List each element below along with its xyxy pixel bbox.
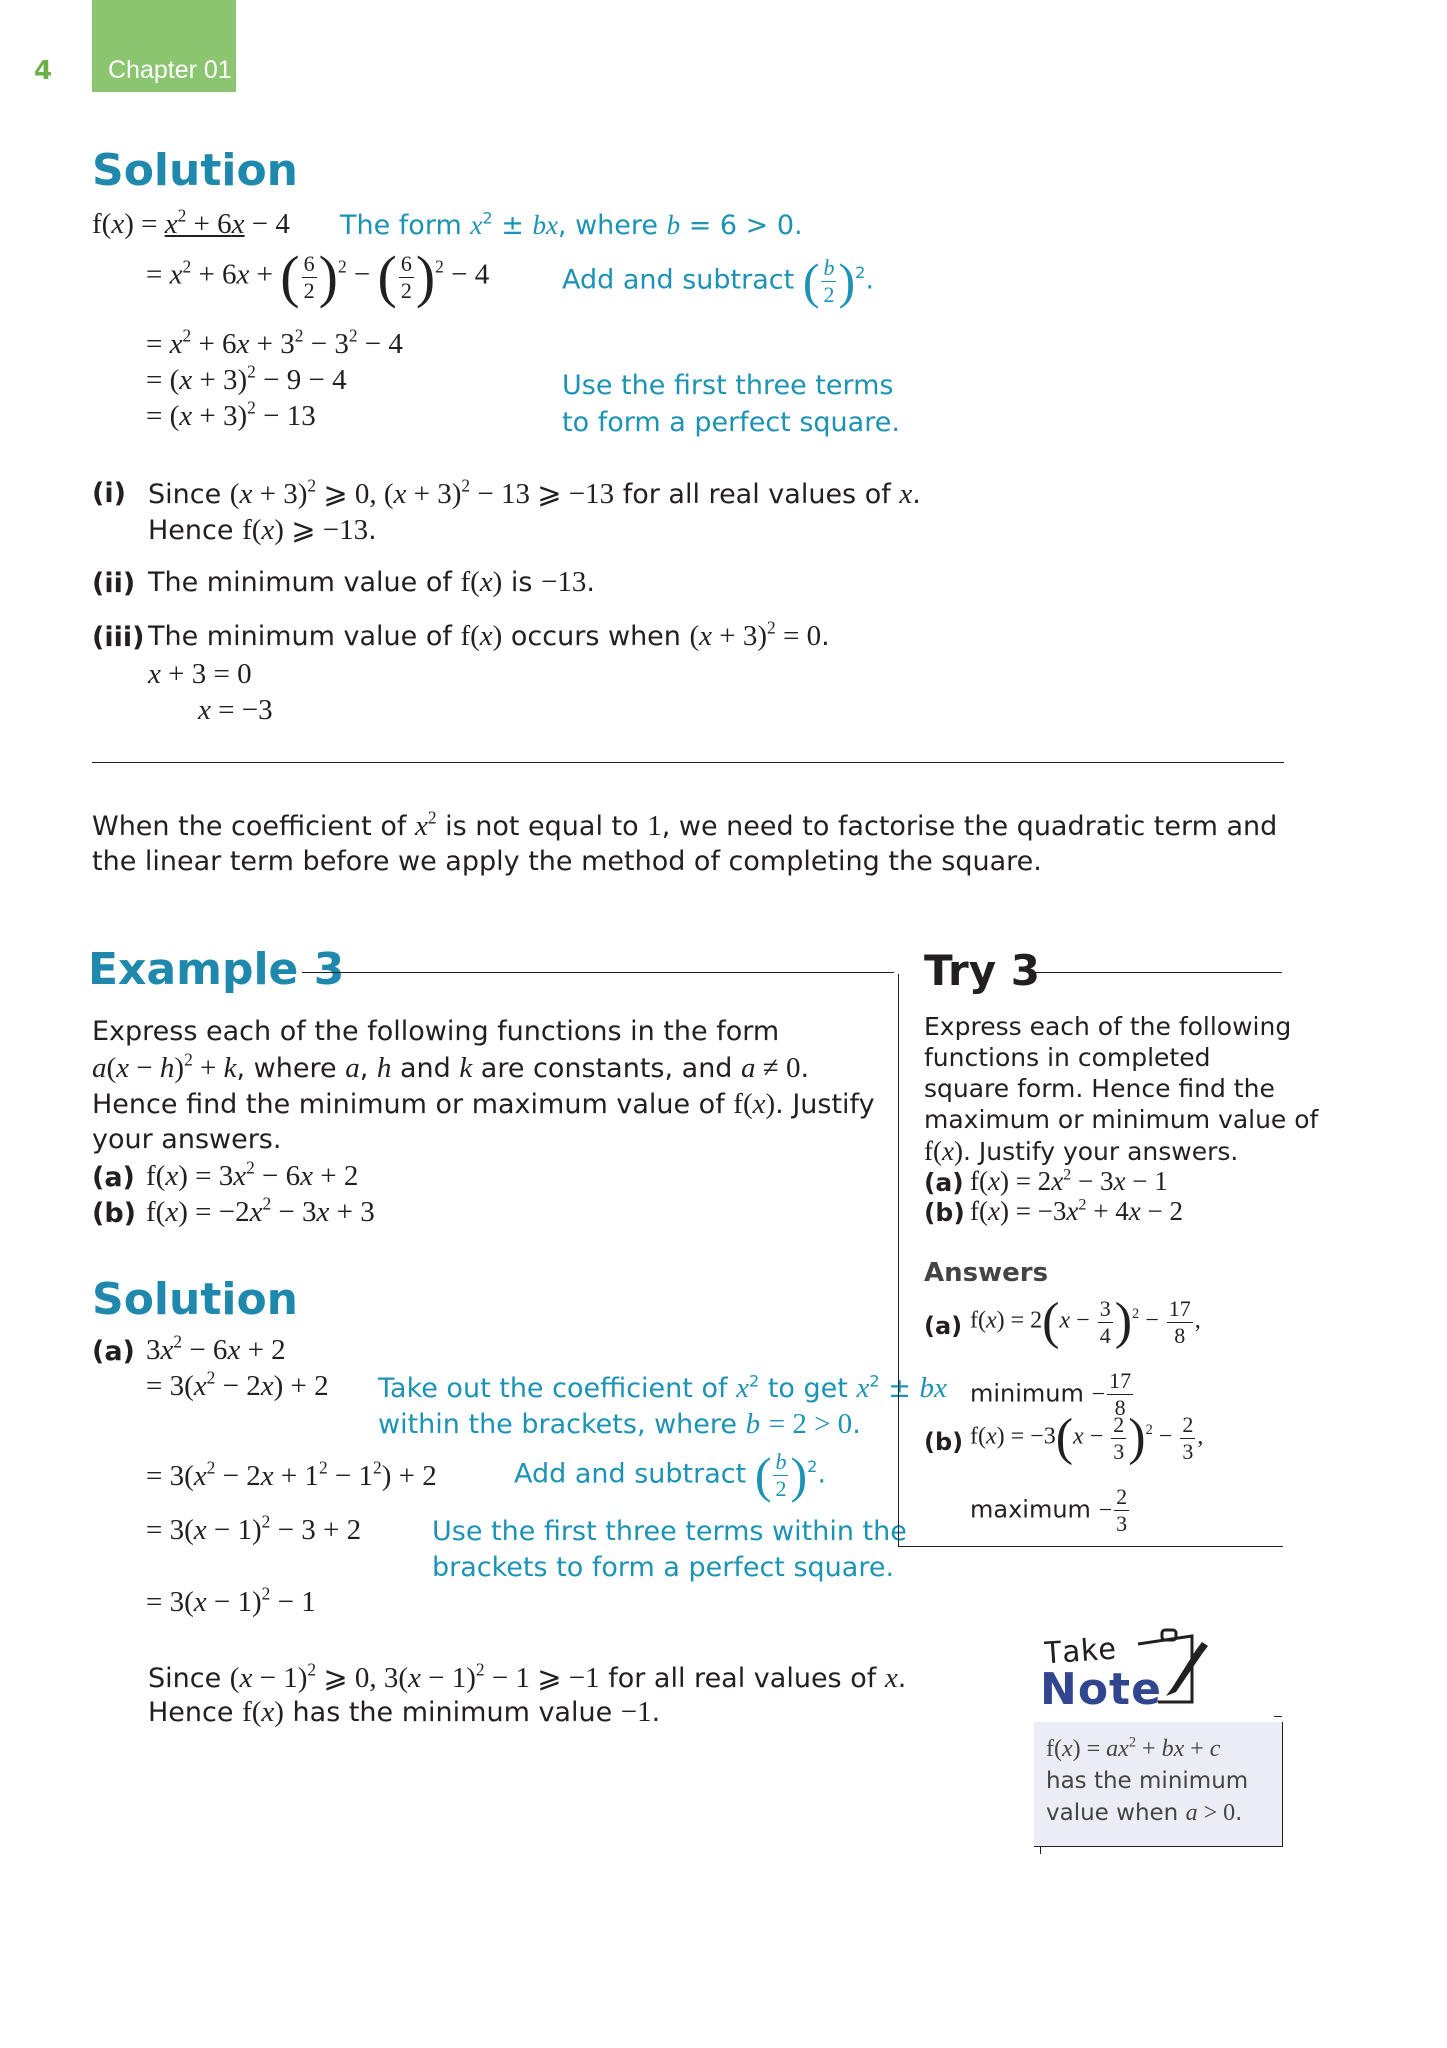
example-a-label: (a) <box>92 1162 135 1193</box>
try-q-line-3: square form. Hence find the <box>924 1074 1275 1103</box>
try-b-func: $f(x) = -3x^2 + 4x - 2$ <box>970 1195 1183 1226</box>
page-number: 4 <box>34 56 53 86</box>
example-b-label: (b) <box>92 1198 137 1229</box>
note-first-three: Use the first three terms <box>562 370 894 401</box>
intro-line-1: When the coefficient of $x^2$ is not equal to 1, we need to factorise the quadratic term and <box>92 807 1278 842</box>
example-q-line-3: Hence find the minimum or maximum value of f(x). Justify <box>92 1088 875 1120</box>
solution-heading: Solution <box>92 145 298 196</box>
take-note-line-3: value when a > 0. <box>1046 1800 1243 1826</box>
example-q-line-4: your answers. <box>92 1124 282 1155</box>
note-add-subtract: Add and subtract ( $\frac{b}{2}$ )$^2$. <box>562 253 875 309</box>
solution-2-line-5: = $3(x - 1)^2 - 1$ <box>146 1583 316 1618</box>
take-note-line-1: $f(x) = ax^2$ + bx + c <box>1046 1734 1221 1762</box>
try-b-label: (b) <box>924 1198 965 1227</box>
example-3-heading: Example 3 <box>88 944 345 995</box>
answer-b-expr: f(x) = −3(x − $\frac{2}{3}$ )$^2$ − $\frac{2}{3}$ , <box>970 1409 1204 1466</box>
try-q-line-4: maximum or minimum value of <box>924 1105 1319 1134</box>
answer-a-expr: f(x) = 2(x − $\frac{3}{4}$ )$^2$ − $\frac{17}{8}$ , <box>970 1293 1201 1350</box>
solution-2-a-label: (a) <box>92 1336 135 1367</box>
part-iii-text: The minimum value of f(x) occurs when $(x + 3)^2 = 0$. <box>148 617 830 652</box>
try-a-label: (a) <box>924 1168 964 1197</box>
intro-line-2: the linear term before we apply the method of completing the square. <box>92 846 1042 877</box>
part-ii-label: (ii) <box>92 568 136 599</box>
solution-2-line-3: = $3(x^2 - 2x + 1^2 - 1^2) + 2$ <box>146 1457 437 1492</box>
part-i-label: (i) <box>92 478 126 509</box>
note-perfect-square-2: brackets to form a perfect square. <box>432 1552 895 1583</box>
example-3-rule <box>302 972 894 973</box>
part-iii-label: (iii) <box>92 622 145 653</box>
take-note-box-tick-bottom <box>1040 1846 1041 1854</box>
conclusion-line-2: Hence f(x) has the minimum value −1. <box>148 1696 661 1728</box>
conclusion-line-1: Since $(x - 1)^2$ ⩾ 0, $3(x - 1)^2 - 1$ ⩾ −1 for all real values of x. <box>148 1659 907 1694</box>
example-a-func: $f(x) = 3x^2 - 6x + 2$ <box>146 1157 359 1192</box>
solution-2-line-2: = $3(x^2 - 2x) + 2$ <box>146 1367 329 1402</box>
try-3-rule <box>1030 972 1282 973</box>
note-within-brackets: within the brackets, where b = 2 > 0. <box>378 1408 861 1440</box>
solution-2-line-4: = $3(x - 1)^2 - 3 + 2$ <box>146 1511 362 1546</box>
take-note-line-2: has the minimum <box>1046 1768 1249 1794</box>
answer-b-label: (b) <box>924 1428 964 1456</box>
part-ii-text: The minimum value of f(x) is −13. <box>148 566 596 598</box>
answers-heading: Answers <box>924 1258 1049 1288</box>
take-note-word-2: Note <box>1040 1664 1162 1715</box>
take-note-box-tick-top <box>1274 1716 1282 1717</box>
note-perfect-square: to form a perfect square. <box>562 407 900 438</box>
part-iii-step-1: x + 3 = 0 <box>148 658 252 690</box>
example-q-line-2: $a(x - h)^2 + k$, where a, h and k are constants, and a ≠ 0. <box>92 1049 810 1084</box>
section-divider <box>92 762 1284 763</box>
note-take-out: Take out the coefficient of $x^2$ to get $x^2$ ± bx <box>378 1371 947 1404</box>
try-q-line-1: Express each of the following <box>924 1012 1292 1041</box>
note-form: The form $x^2$ ± bx, where b = 6 > 0. <box>340 208 803 241</box>
try-q-line-5: f(x). Justify your answers. <box>924 1136 1239 1166</box>
answer-b-extreme: maximum − $\frac{2}{3}$ <box>970 1484 1128 1536</box>
chapter-tab <box>92 0 236 92</box>
solution-line-2: = $x^2 + 6x$ + ( $\frac{6}{2}$ )$^2$ − ( $\frac{6}{2}$ )$^2$ − 4 <box>146 244 490 309</box>
solution-line-3: = $x^2 + 6x + 3^2 - 3^2 - 4$ <box>146 325 403 360</box>
part-i-line-1: Since $(x + 3)^2$ ⩾ 0, $(x + 3)^2 - 13$ ⩾ −13 for all real values of x. <box>148 475 921 510</box>
try-q-line-2: functions in completed <box>924 1043 1211 1072</box>
solution-2-line-1: $3x^2 - 6x + 2$ <box>146 1331 286 1366</box>
clipboard-pen-icon <box>1130 1622 1220 1708</box>
note-first-three-2: Use the first three terms within the <box>432 1516 907 1547</box>
try-3-heading: Try 3 <box>924 946 1040 995</box>
solution-line-5: = $(x + 3)^2 - 13$ <box>146 397 316 432</box>
try-a-func: $f(x) = 2x^2 - 3x - 1$ <box>970 1165 1168 1196</box>
example-q-line-1: Express each of the following functions in the form <box>92 1016 780 1047</box>
example-b-func: $f(x) = -2x^2 - 3x + 3$ <box>146 1193 375 1228</box>
part-i-line-2: Hence f(x) ⩾ −13. <box>148 514 377 546</box>
chapter-label: Chapter 01 <box>108 56 232 84</box>
take-note-word-1: Take <box>1042 1631 1118 1672</box>
part-iii-step-2: x = −3 <box>198 694 273 726</box>
solution-line-1: $f(x) = x^2 + 6x - 4$ <box>92 205 290 240</box>
answer-a-extreme: minimum − $\frac{17}{8}$ <box>970 1368 1132 1420</box>
answer-a-label: (a) <box>924 1312 963 1340</box>
solution-2-heading: Solution <box>92 1274 298 1325</box>
note-add-subtract-2: Add and subtract ( $\frac{b}{2}$ )$^2$. <box>514 1447 827 1503</box>
solution-line-4: = $(x + 3)^2 - 9 - 4$ <box>146 361 347 396</box>
